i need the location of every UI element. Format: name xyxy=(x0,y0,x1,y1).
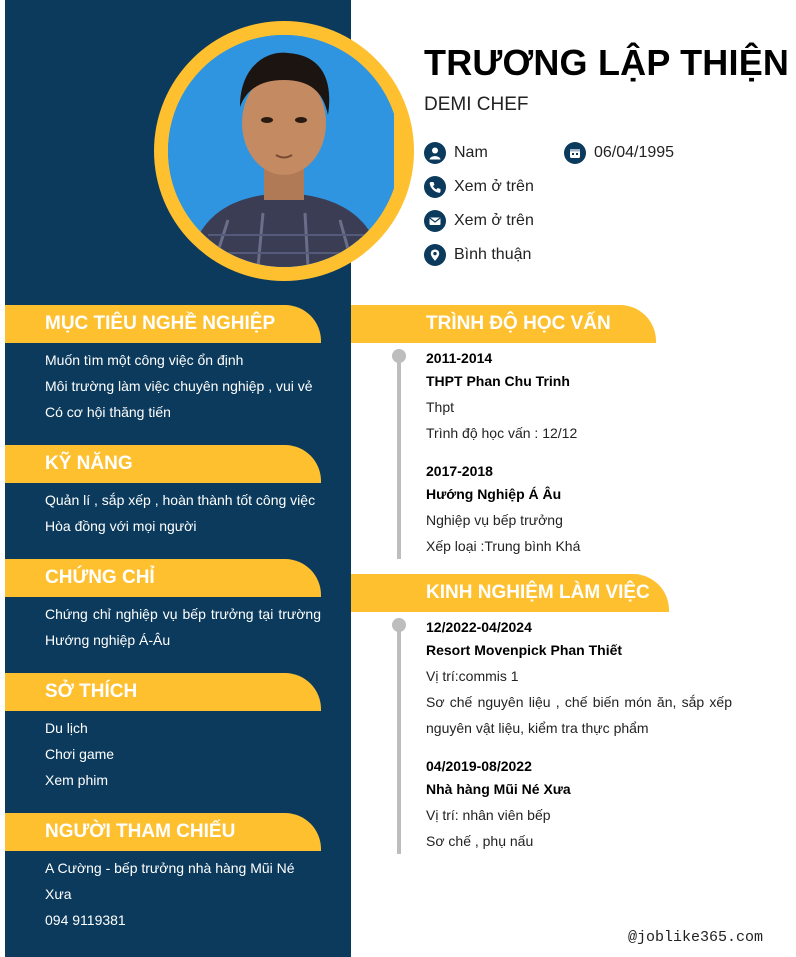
objective-text xyxy=(45,347,321,425)
skill-line: Hòa đồng với mọi người xyxy=(45,518,197,534)
calendar-icon xyxy=(564,142,586,164)
education-heading xyxy=(351,305,656,343)
hobbies-text xyxy=(45,715,321,793)
entry-line: Vị trí: nhân viên bếp xyxy=(426,807,551,823)
hobbies-heading xyxy=(5,673,321,711)
birthdate-info xyxy=(564,142,674,164)
entry-line: Trình độ học vấn : 12/12 xyxy=(426,425,578,441)
candidate-name: TRƯƠNG LẬP THIỆN xyxy=(424,42,790,83)
entry-line: Sơ chế nguyên liệu , chế biến món ăn, sắp xếp nguyên vật liệu, kiểm tra thực phẩm xyxy=(426,694,732,736)
objective-title: MỤC TIÊU NGHỀ NGHIỆP xyxy=(45,313,276,334)
reference-line: A Cường - bếp trưởng nhà hàng Mũi Né Xưa xyxy=(45,860,295,902)
education-title: TRÌNH ĐỘ HỌC VẤN xyxy=(426,313,611,334)
certificates-title: CHỨNG CHỈ xyxy=(45,567,155,588)
location-text: Bình thuận xyxy=(454,246,532,263)
entry-line: Sơ chế , phụ nấu xyxy=(426,833,534,849)
objective-line: Môi trường làm việc chuyên nghiệp , vui vẻ xyxy=(45,378,313,394)
references-text xyxy=(45,855,321,933)
location-pin-icon xyxy=(424,244,446,266)
watermark: @joblike365.com xyxy=(628,929,764,946)
education-timeline-dot xyxy=(392,349,406,363)
entry-line: Nghiệp vụ bếp trưởng xyxy=(426,512,563,528)
objective-line: Có cơ hội thăng tiến xyxy=(45,404,171,420)
experience-heading xyxy=(351,574,669,612)
experience-entry xyxy=(426,755,732,854)
experience-entry xyxy=(426,616,732,741)
hobby-line: Xem phim xyxy=(45,772,109,788)
education-entry xyxy=(426,460,732,559)
birthdate-text: 06/04/1995 xyxy=(594,144,675,161)
job-title: DEMI CHEF xyxy=(424,94,529,115)
hobby-line: Chơi game xyxy=(45,746,115,762)
skill-line: Quản lí , sắp xếp , hoàn thành tốt công việc xyxy=(45,492,316,508)
entry-line: Xếp loại :Trung bình Khá xyxy=(426,538,581,554)
entry-line: Thpt xyxy=(426,399,455,415)
references-heading xyxy=(5,813,321,851)
certificates-text: Chứng chỉ nghiệp vụ bếp trưởng tại trường Hướng nghiệp Á-Âu xyxy=(45,606,321,648)
entry-date: 04/2019-08/2022 xyxy=(426,758,532,774)
email-info xyxy=(424,210,534,232)
entry-date: 2011-2014 xyxy=(426,350,493,366)
phone-icon xyxy=(424,176,446,198)
education-timeline xyxy=(397,355,401,559)
objective-heading xyxy=(5,305,321,343)
experience-timeline xyxy=(397,624,401,854)
profile-photo xyxy=(168,35,394,267)
objective-line: Muốn tìm một công việc ổn định xyxy=(45,352,244,368)
hobby-line: Du lịch xyxy=(45,720,88,736)
experience-title: KINH NGHIỆM LÀM VIỆC xyxy=(426,582,650,603)
reference-line: 094 9119381 xyxy=(45,912,126,928)
entry-org: THPT Phan Chu Trinh xyxy=(426,373,570,389)
location-info xyxy=(424,244,531,266)
entry-line: Vị trí:commis 1 xyxy=(426,668,519,684)
entry-org: Hướng Nghiệp Á Âu xyxy=(426,486,562,502)
entry-date: 12/2022-04/2024 xyxy=(426,619,532,635)
user-icon xyxy=(424,142,446,164)
skills-title: KỸ NĂNG xyxy=(45,453,133,474)
experience-timeline-dot xyxy=(392,618,406,632)
certificates-heading xyxy=(5,559,321,597)
hobbies-title: SỞ THÍCH xyxy=(45,681,138,702)
gender-text: Nam xyxy=(454,144,488,161)
skills-heading xyxy=(5,445,321,483)
person-portrait-icon xyxy=(168,35,394,267)
entry-date: 2017-2018 xyxy=(426,463,493,479)
education-entry xyxy=(426,347,732,446)
mail-icon xyxy=(424,210,446,232)
entry-org: Nhà hàng Mũi Né Xưa xyxy=(426,781,571,797)
skills-text xyxy=(45,487,321,539)
references-title: NGƯỜI THAM CHIẾU xyxy=(45,821,236,842)
gender-info xyxy=(424,142,488,164)
entry-org: Resort Movenpick Phan Thiết xyxy=(426,642,623,658)
phone-info xyxy=(424,176,534,198)
phone-text: Xem ở trên xyxy=(454,178,534,195)
email-text: Xem ở trên xyxy=(454,212,534,229)
